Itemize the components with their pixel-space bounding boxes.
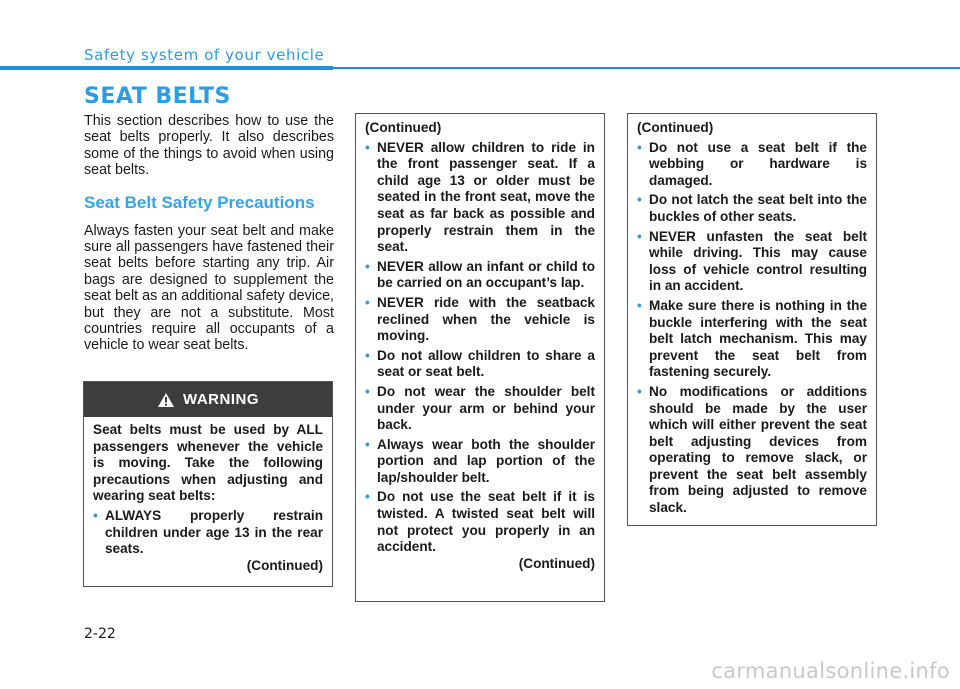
list-item: • Make sure there is nothing in the buckle interfering with the seat belt latch mechanism. This may prevent the seat belt from fastening securely.	[637, 298, 867, 381]
list-item: • NEVER ride with the seatback reclined when the vehicle is moving.	[365, 295, 595, 345]
sub-heading: Seat Belt Safety Precautions	[84, 192, 315, 212]
intro-paragraph: This section describes how to use the seat belts properly. It also describes some of the things to avoid when using seat belts.	[84, 113, 334, 179]
warning-continued-box-1	[355, 113, 605, 602]
warning-continued-box-2	[627, 113, 877, 526]
box3-list	[637, 140, 867, 517]
list-item: • Do not use the seat belt if it is twisted. A twisted seat belt will not protect you properly in an accident.	[365, 489, 595, 555]
continued-label: (Continued)	[518, 555, 595, 571]
warning-text: Seat belts must be used by ALL passengers whenever the vehicle is moving. Take the following precautions when adjusting and wearing seat belts:	[93, 422, 323, 504]
warning-header	[84, 382, 332, 417]
list-item: • ALWAYS properly restrain children under age 13 in the rear seats.	[93, 508, 323, 558]
continued-label: (Continued)	[246, 557, 323, 573]
list-item: • Do not latch the seat belt into the buckles of other seats.	[637, 192, 867, 225]
continued-label-top: (Continued)	[637, 120, 714, 135]
continued-label-top: (Continued)	[365, 120, 442, 135]
precautions-paragraph: Always fasten your seat belt and make sure all passengers have fastened their seat belts before starting any trip. Air bags are designed to supplement the seat belt as an additional safety device, but they are not a substitute. Most countries require all occupants of a vehicle to wear seat belts.	[84, 222, 334, 354]
header-rule-thick	[0, 66, 333, 70]
list-item: • Do not wear the shoulder belt under your arm or behind your back.	[365, 384, 595, 434]
page-number: 2-22	[84, 626, 116, 642]
list-item: • No modifications or additions should be made by the user which will either prevent the seat belt adjusting devices from operating to remove slack, or prevent the seat belt assembly from being adjusted to remove slack.	[637, 384, 867, 517]
list-item: • NEVER allow an infant or child to be carried on an occupant’s lap.	[365, 259, 595, 292]
list-item: • Do not allow children to share a seat or seat belt.	[365, 348, 595, 381]
box2-body	[356, 114, 604, 572]
warning-box	[83, 381, 333, 587]
box2-list	[365, 140, 595, 556]
warning-body	[84, 417, 332, 574]
list-item: • Do not use a seat belt if the webbing or hardware is damaged.	[637, 140, 867, 190]
warning-list	[93, 508, 323, 558]
warning-triangle-icon	[157, 392, 175, 408]
header-rule-thin	[333, 67, 960, 69]
warning-label: WARNING	[183, 391, 259, 408]
intro-column	[84, 113, 334, 354]
section-header: Safety system of your vehicle	[84, 46, 325, 64]
box3-body	[628, 114, 876, 517]
page-title: SEAT BELTS	[84, 84, 231, 109]
list-item: • Always wear both the shoulder portion and lap portion of the lap/shoulder belt.	[365, 437, 595, 487]
list-item: • NEVER allow children to ride in the front passenger seat. If a child age 13 or older must be seated in the front seat, move the seat as far back as possible and properly restrain them in the seat.	[365, 140, 595, 256]
list-item: • NEVER unfasten the seat belt while driving. This may cause loss of vehicle control resulting in an accident.	[637, 229, 867, 295]
watermark: carmanualsonline.info	[711, 659, 950, 683]
